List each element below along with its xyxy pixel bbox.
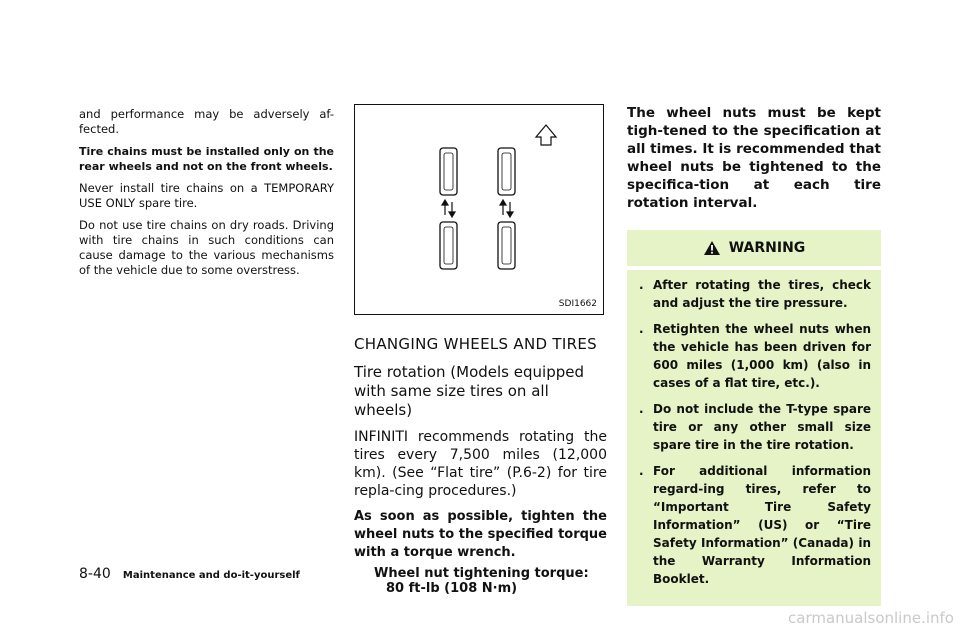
torque-value: 80 ft-lb (108 N·m)	[386, 581, 518, 596]
right-column	[627, 104, 881, 606]
warning-header	[627, 230, 881, 266]
section-heading: CHANGING WHEELS AND TIRES	[354, 335, 597, 353]
warning-list	[627, 270, 881, 588]
rear-right-tire	[498, 222, 515, 269]
wheel-nuts-text: The wheel nuts must be kept tigh-tened to the specification at all times. It is recommended that wheel nuts be tightened to the specifica-tion at each tire rotation interval.	[627, 105, 881, 211]
list-item: . Retighten the wheel nuts when the vehicle has been driven for 600 miles (1,000 km) (also in cases of a flat tire, etc.).	[639, 322, 871, 390]
paragraph: Never install tire chains on a TEMPORARY USE ONLY spare tire.	[79, 181, 334, 210]
sub-heading: Tire rotation (Models equipped with same size tires on all wheels)	[354, 363, 584, 419]
list-item: . Do not include the T-type spare tire or any other small size spare tire in the tire rotation.	[639, 402, 871, 452]
warning-icon	[703, 240, 721, 256]
tire-rotation-figure	[354, 104, 604, 315]
tighten-instruction: As soon as possible, tighten the wheel nuts to the specified torque with a torque wrench.	[354, 509, 607, 560]
front-arrow-icon	[536, 125, 556, 145]
chains-rear-only-text: Tire chains must be installed only on the rear wheels and not on the front wheels.	[79, 145, 334, 173]
left-column	[79, 107, 334, 285]
footer-title: Maintenance and do-it-yourself	[122, 570, 300, 581]
swap-right-arrows-icon	[500, 200, 513, 217]
list-item: . After rotating the tires, check and adjust the tire pressure.	[639, 278, 871, 310]
bullet: .	[639, 464, 644, 478]
page-number: 8-40	[79, 566, 111, 582]
list-item: . For additional information regard-ing tires, refer to “Important Tire Safety Information” (US) or “Tire Safety Information” (Canada) in the Warranty Information Booklet.	[639, 464, 871, 586]
paragraph: Do not use tire chains on dry roads. Driving with tire chains in such conditions can cause damage to the various mechanisms of the vehicle due to some overstress.	[79, 218, 334, 277]
swap-left-arrows-icon	[442, 200, 455, 217]
page-footer	[79, 566, 300, 582]
front-left-tire	[440, 148, 457, 195]
warning-box	[627, 230, 881, 606]
bullet: .	[639, 322, 644, 336]
watermark: carmanualsonline.info	[788, 609, 954, 627]
torque-label: Wheel nut tightening torque:	[374, 566, 589, 581]
paragraph: INFINITI recommends rotating the tires every 7,500 miles (12,000 km). (See “Flat tire” (P.6-2) for tire repla-cing procedures.)	[354, 429, 607, 499]
middle-column	[354, 104, 607, 596]
paragraph: and performance may be adversely af-fected.	[79, 107, 334, 136]
rear-left-tire	[440, 222, 457, 269]
front-right-tire	[498, 148, 515, 195]
bullet: .	[639, 278, 644, 292]
warning-title: WARNING	[728, 240, 806, 256]
bullet: .	[639, 402, 644, 416]
figure-label: SDI1662	[558, 299, 597, 309]
tire-rotation-diagram	[355, 105, 603, 314]
